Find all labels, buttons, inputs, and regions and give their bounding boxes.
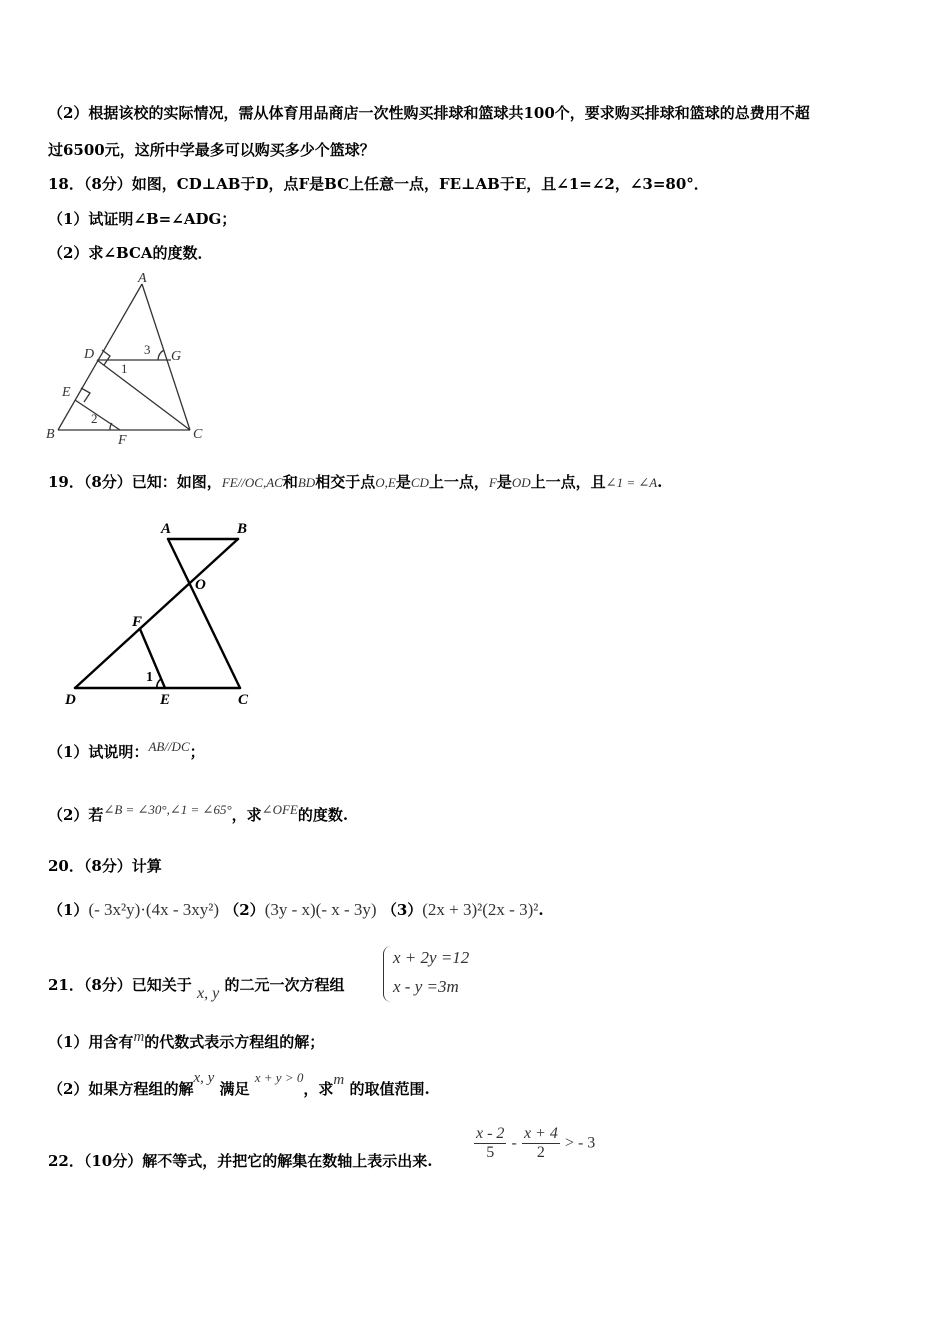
q22-text: 22．（10分）解不等式，并把它的解集在数轴上表示出来. bbox=[48, 1152, 433, 1170]
q19-p1-math: AB//DC bbox=[148, 739, 190, 754]
q19-label-E: E bbox=[160, 692, 171, 708]
q21-eq2: x - y =3m bbox=[393, 977, 459, 996]
q21-vars: x, y bbox=[197, 985, 220, 1002]
q19-text-7: . bbox=[657, 473, 663, 491]
q21-p1-suffix: 的代数式表示方程组的解； bbox=[144, 1033, 325, 1051]
q21-part2 bbox=[48, 1070, 430, 1100]
q22-f2-numerator: x + 4 bbox=[523, 1125, 558, 1142]
q19-math-2: BD bbox=[297, 475, 316, 490]
q21-p2-mid: 满足 bbox=[219, 1080, 250, 1098]
q21-p1-prefix: （1）用含有 bbox=[48, 1033, 134, 1051]
q22-f1-denominator: 5 bbox=[486, 1144, 495, 1161]
q21-p2-vars: x, y bbox=[193, 1070, 215, 1086]
q19-math-1: FE//OC,AC bbox=[221, 475, 283, 490]
q18-label-E: E bbox=[62, 385, 71, 400]
q21-header bbox=[48, 975, 345, 1002]
q20-end: . bbox=[538, 901, 544, 919]
q18-label-F: F bbox=[118, 433, 127, 448]
q20-header: 20．（8分）计算 bbox=[48, 857, 162, 875]
q20-label-3: （3） bbox=[381, 901, 423, 919]
q22-fraction-1 bbox=[474, 1125, 506, 1162]
q19-math-5: F bbox=[488, 475, 497, 490]
q20-expressions bbox=[48, 900, 544, 920]
q19-label-B: B bbox=[237, 521, 248, 537]
q19-part1 bbox=[48, 739, 205, 763]
q22-inequality bbox=[474, 1125, 595, 1162]
q18-angle-1: 1 bbox=[121, 361, 128, 376]
q19-label-D: D bbox=[65, 692, 76, 708]
q21-p2-prefix: （2）如果方程组的解 bbox=[48, 1080, 194, 1098]
q19-math-7: ∠1 = ∠A bbox=[605, 475, 658, 490]
q19-p1-prefix: （1）试说明： bbox=[48, 743, 149, 761]
q19-prefix: 19．（8分）已知：如图， bbox=[48, 473, 222, 491]
q19-angle-1: 1 bbox=[146, 670, 153, 685]
q17-part2-line2: 过6500元，这所中学最多可以购买多少个篮球？ bbox=[48, 141, 375, 159]
q22-f1-numerator: x - 2 bbox=[476, 1125, 505, 1142]
q21-p2-suffix: 的取值范围. bbox=[349, 1080, 430, 1098]
q19-text-2: 相交于点 bbox=[315, 473, 376, 491]
q19-math-6: OD bbox=[511, 475, 531, 490]
q20-label-2: （2） bbox=[224, 901, 265, 919]
q19-math-3: O,E bbox=[375, 475, 396, 490]
q18-header: 18．（8分）如图，CD⊥AB于D，点F是BC上任意一点，FE⊥AB于E，且∠1=∠2，∠3=80°． bbox=[48, 175, 709, 193]
q19-text-1: 和 bbox=[282, 473, 298, 491]
q20-expr-2: (3y - x)(- x - 3y) bbox=[264, 900, 377, 919]
q18-part1: （1）试证明∠B=∠ADG； bbox=[48, 210, 237, 228]
q18-label-G: G bbox=[171, 349, 182, 364]
q21-part1 bbox=[48, 1029, 325, 1053]
q20-label-1: （1） bbox=[48, 901, 89, 919]
q19-p2-math: ∠B = ∠30°,∠1 = ∠65° bbox=[103, 802, 232, 817]
q22-f2-denominator: 2 bbox=[536, 1144, 545, 1161]
q21-p2-var: m bbox=[333, 1072, 345, 1088]
q21-mid: 的二元一次方程组 bbox=[224, 976, 345, 994]
q19-p2-mid: ，求 bbox=[231, 806, 262, 824]
q18-label-A: A bbox=[138, 271, 147, 286]
q21-p2-cond: x + y > 0 bbox=[254, 1070, 304, 1085]
q20-expr-3: (2x + 3)²(2x - 3)² bbox=[422, 900, 539, 919]
q21-p2-mid2: ，求 bbox=[303, 1080, 334, 1098]
q19-text-4: 上一点， bbox=[428, 473, 489, 491]
q21-p1-var: m bbox=[133, 1029, 145, 1045]
q19-text-3: 是 bbox=[395, 473, 411, 491]
q19-header bbox=[48, 472, 662, 493]
q21-eq1: x + 2y =12 bbox=[393, 948, 470, 967]
q19-p1-suffix: ； bbox=[189, 743, 205, 761]
q18-angle-3: 3 bbox=[144, 342, 151, 357]
q19-math-4: CD bbox=[410, 475, 429, 490]
q18-triangle-figure bbox=[40, 270, 220, 450]
q19-p2-prefix: （2）若 bbox=[48, 806, 104, 824]
q19-text-5: 是 bbox=[496, 473, 512, 491]
q20-expr-1: (- 3x²y)·(4x - 3xy²) bbox=[88, 900, 220, 919]
q21-prefix: 21．（8分）已知关于 bbox=[48, 976, 192, 994]
q19-label-F: F bbox=[132, 614, 143, 630]
q19-text-6: 上一点，且 bbox=[530, 473, 606, 491]
q19-p2-math2: ∠OFE bbox=[261, 802, 298, 817]
q19-label-C: C bbox=[238, 692, 249, 708]
q18-label-D: D bbox=[84, 347, 95, 362]
q18-angle-2: 2 bbox=[91, 411, 98, 426]
q18-part2: （2）求∠BCA的度数． bbox=[48, 244, 213, 262]
q22-minus: - bbox=[511, 1134, 517, 1152]
q19-p2-suffix: 的度数. bbox=[297, 806, 349, 824]
q19-label-A: A bbox=[161, 521, 172, 537]
q22-fraction-2 bbox=[522, 1125, 560, 1162]
q18-label-C: C bbox=[193, 427, 203, 442]
q18-label-B: B bbox=[46, 427, 55, 442]
q19-label-O: O bbox=[195, 577, 206, 593]
q17-part2-line1: （2）根据该校的实际情况，需从体育用品商店一次性购买排球和篮球共100个，要求购买排球和篮球的总费用不超 bbox=[48, 104, 810, 122]
q22-rhs: > - 3 bbox=[564, 1134, 596, 1152]
q19-figure bbox=[55, 515, 285, 715]
q19-part2 bbox=[48, 802, 349, 826]
